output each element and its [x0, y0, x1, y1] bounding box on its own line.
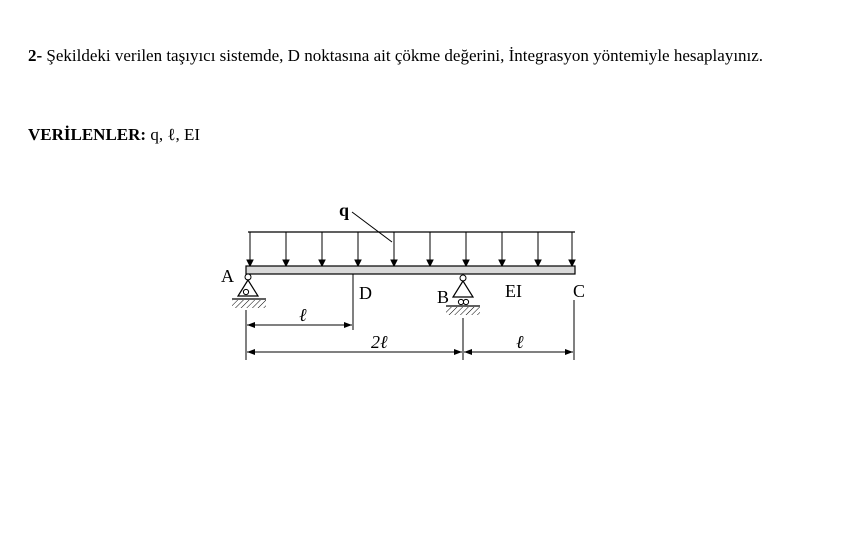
given-list: q, ℓ, EI	[150, 125, 201, 144]
point-c-label: C	[573, 281, 586, 301]
load-arrows	[247, 232, 575, 266]
support-a	[232, 274, 266, 308]
dim-ab-label: 2ℓ	[371, 332, 388, 352]
distributed-load	[247, 200, 575, 266]
point-b-label: B	[437, 287, 450, 307]
point-d-label: D	[359, 283, 372, 303]
dim-ad-label: ℓ	[299, 305, 307, 325]
extension-lines	[246, 274, 574, 360]
rigidity-label: EI	[505, 281, 522, 301]
load-label: q	[339, 200, 350, 220]
question-body: Şekildeki verilen taşıyıcı sistemde, D noktasına ait çökme değerini, İntegrasyon yöntemiyle hesaplayınız.	[46, 46, 764, 65]
beam	[246, 266, 575, 274]
question-number: 2-	[28, 46, 43, 65]
given-label: VERİLENLER:	[28, 125, 147, 144]
support-b	[446, 275, 480, 315]
dim-bc-label: ℓ	[516, 332, 524, 352]
point-a-label: A	[221, 266, 234, 286]
